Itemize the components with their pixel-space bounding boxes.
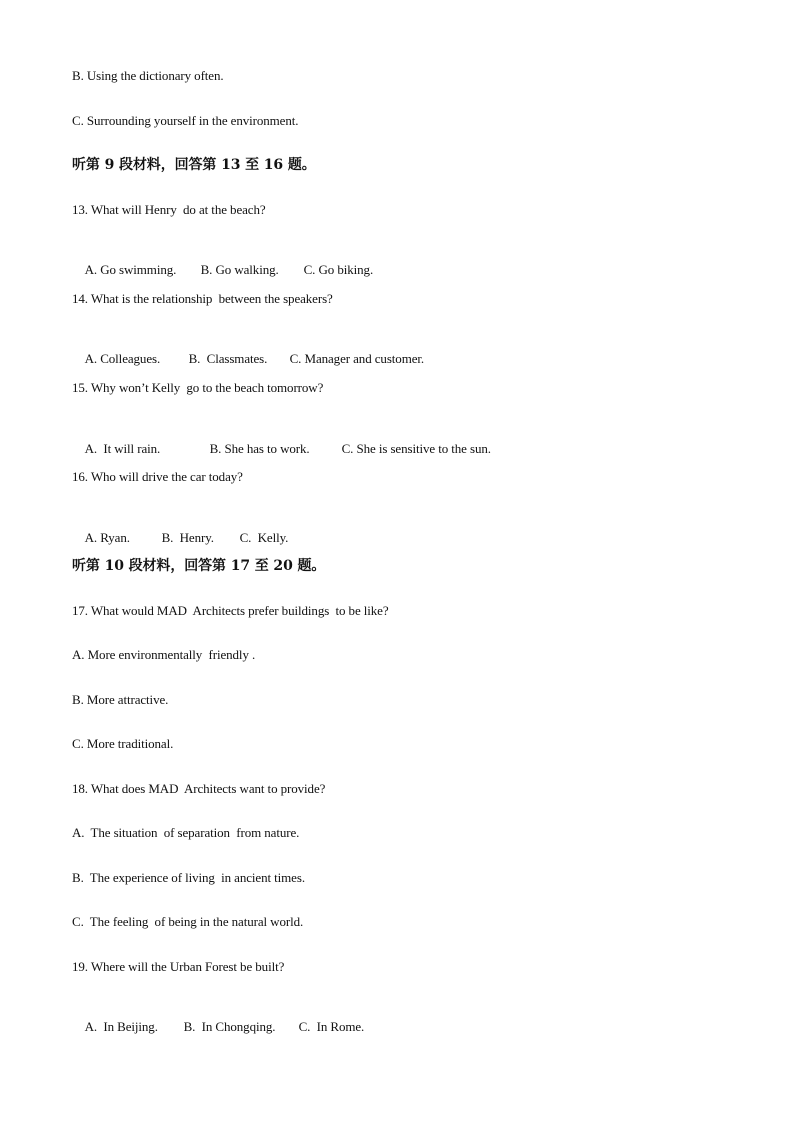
option-15a: A. It will rain. [84, 441, 161, 456]
question-19: 19. Where will the Urban Forest be built? [72, 959, 285, 974]
option-14c: C. Manager and customer. [289, 351, 425, 366]
option-15b: B. She has to work. [209, 441, 310, 456]
question-18: 18. What does MAD Architects want to provide? [72, 781, 326, 796]
section-heading-10: 听第 10 段材料，回答第 17 至 20 题。 [72, 558, 326, 574]
option-17c: C. More traditional. [72, 736, 174, 751]
options-16 [72, 514, 288, 562]
question-14: 14. What is the relationship between the speakers? [72, 291, 333, 306]
question-16: 16. Who will drive the car today? [72, 469, 243, 484]
option-16c: C. Kelly. [239, 530, 289, 545]
option-19c: C. In Rome. [298, 1019, 365, 1034]
option-19b: B. In Chongqing. [183, 1019, 276, 1034]
option-16b: B. Henry. [161, 530, 214, 545]
option-17b: B. More attractive. [72, 692, 169, 707]
section-heading-9: 听第 9 段材料，回答第 13 至 16 题。 [72, 157, 316, 173]
options-14 [72, 335, 424, 383]
option-18a: A. The situation of separation from nature. [72, 825, 300, 840]
option-13c: C. Go biking. [303, 262, 374, 277]
options-19 [72, 1003, 364, 1051]
option-14b: B. Classmates. [188, 351, 268, 366]
options-13 [72, 246, 373, 294]
option-17a: A. More environmentally friendly . [72, 647, 256, 662]
options-15 [72, 425, 491, 473]
option-13b: B. Go walking. [200, 262, 279, 277]
option-18b: B. The experience of living in ancient times. [72, 870, 305, 885]
option-12c: C. Surrounding yourself in the environment. [72, 113, 299, 128]
option-18c: C. The feeling of being in the natural world. [72, 914, 304, 929]
option-12b: B. Using the dictionary often. [72, 68, 224, 83]
option-16a: A. Ryan. [84, 530, 130, 545]
option-15c: C. She is sensitive to the sun. [341, 441, 491, 456]
option-19a: A. In Beijing. [84, 1019, 158, 1034]
question-17: 17. What would MAD Architects prefer buildings to be like? [72, 603, 389, 618]
option-13a: A. Go swimming. [84, 262, 177, 277]
question-15: 15. Why won’t Kelly go to the beach tomorrow? [72, 380, 324, 395]
option-14a: A. Colleagues. [84, 351, 161, 366]
question-13: 13. What will Henry do at the beach? [72, 202, 266, 217]
